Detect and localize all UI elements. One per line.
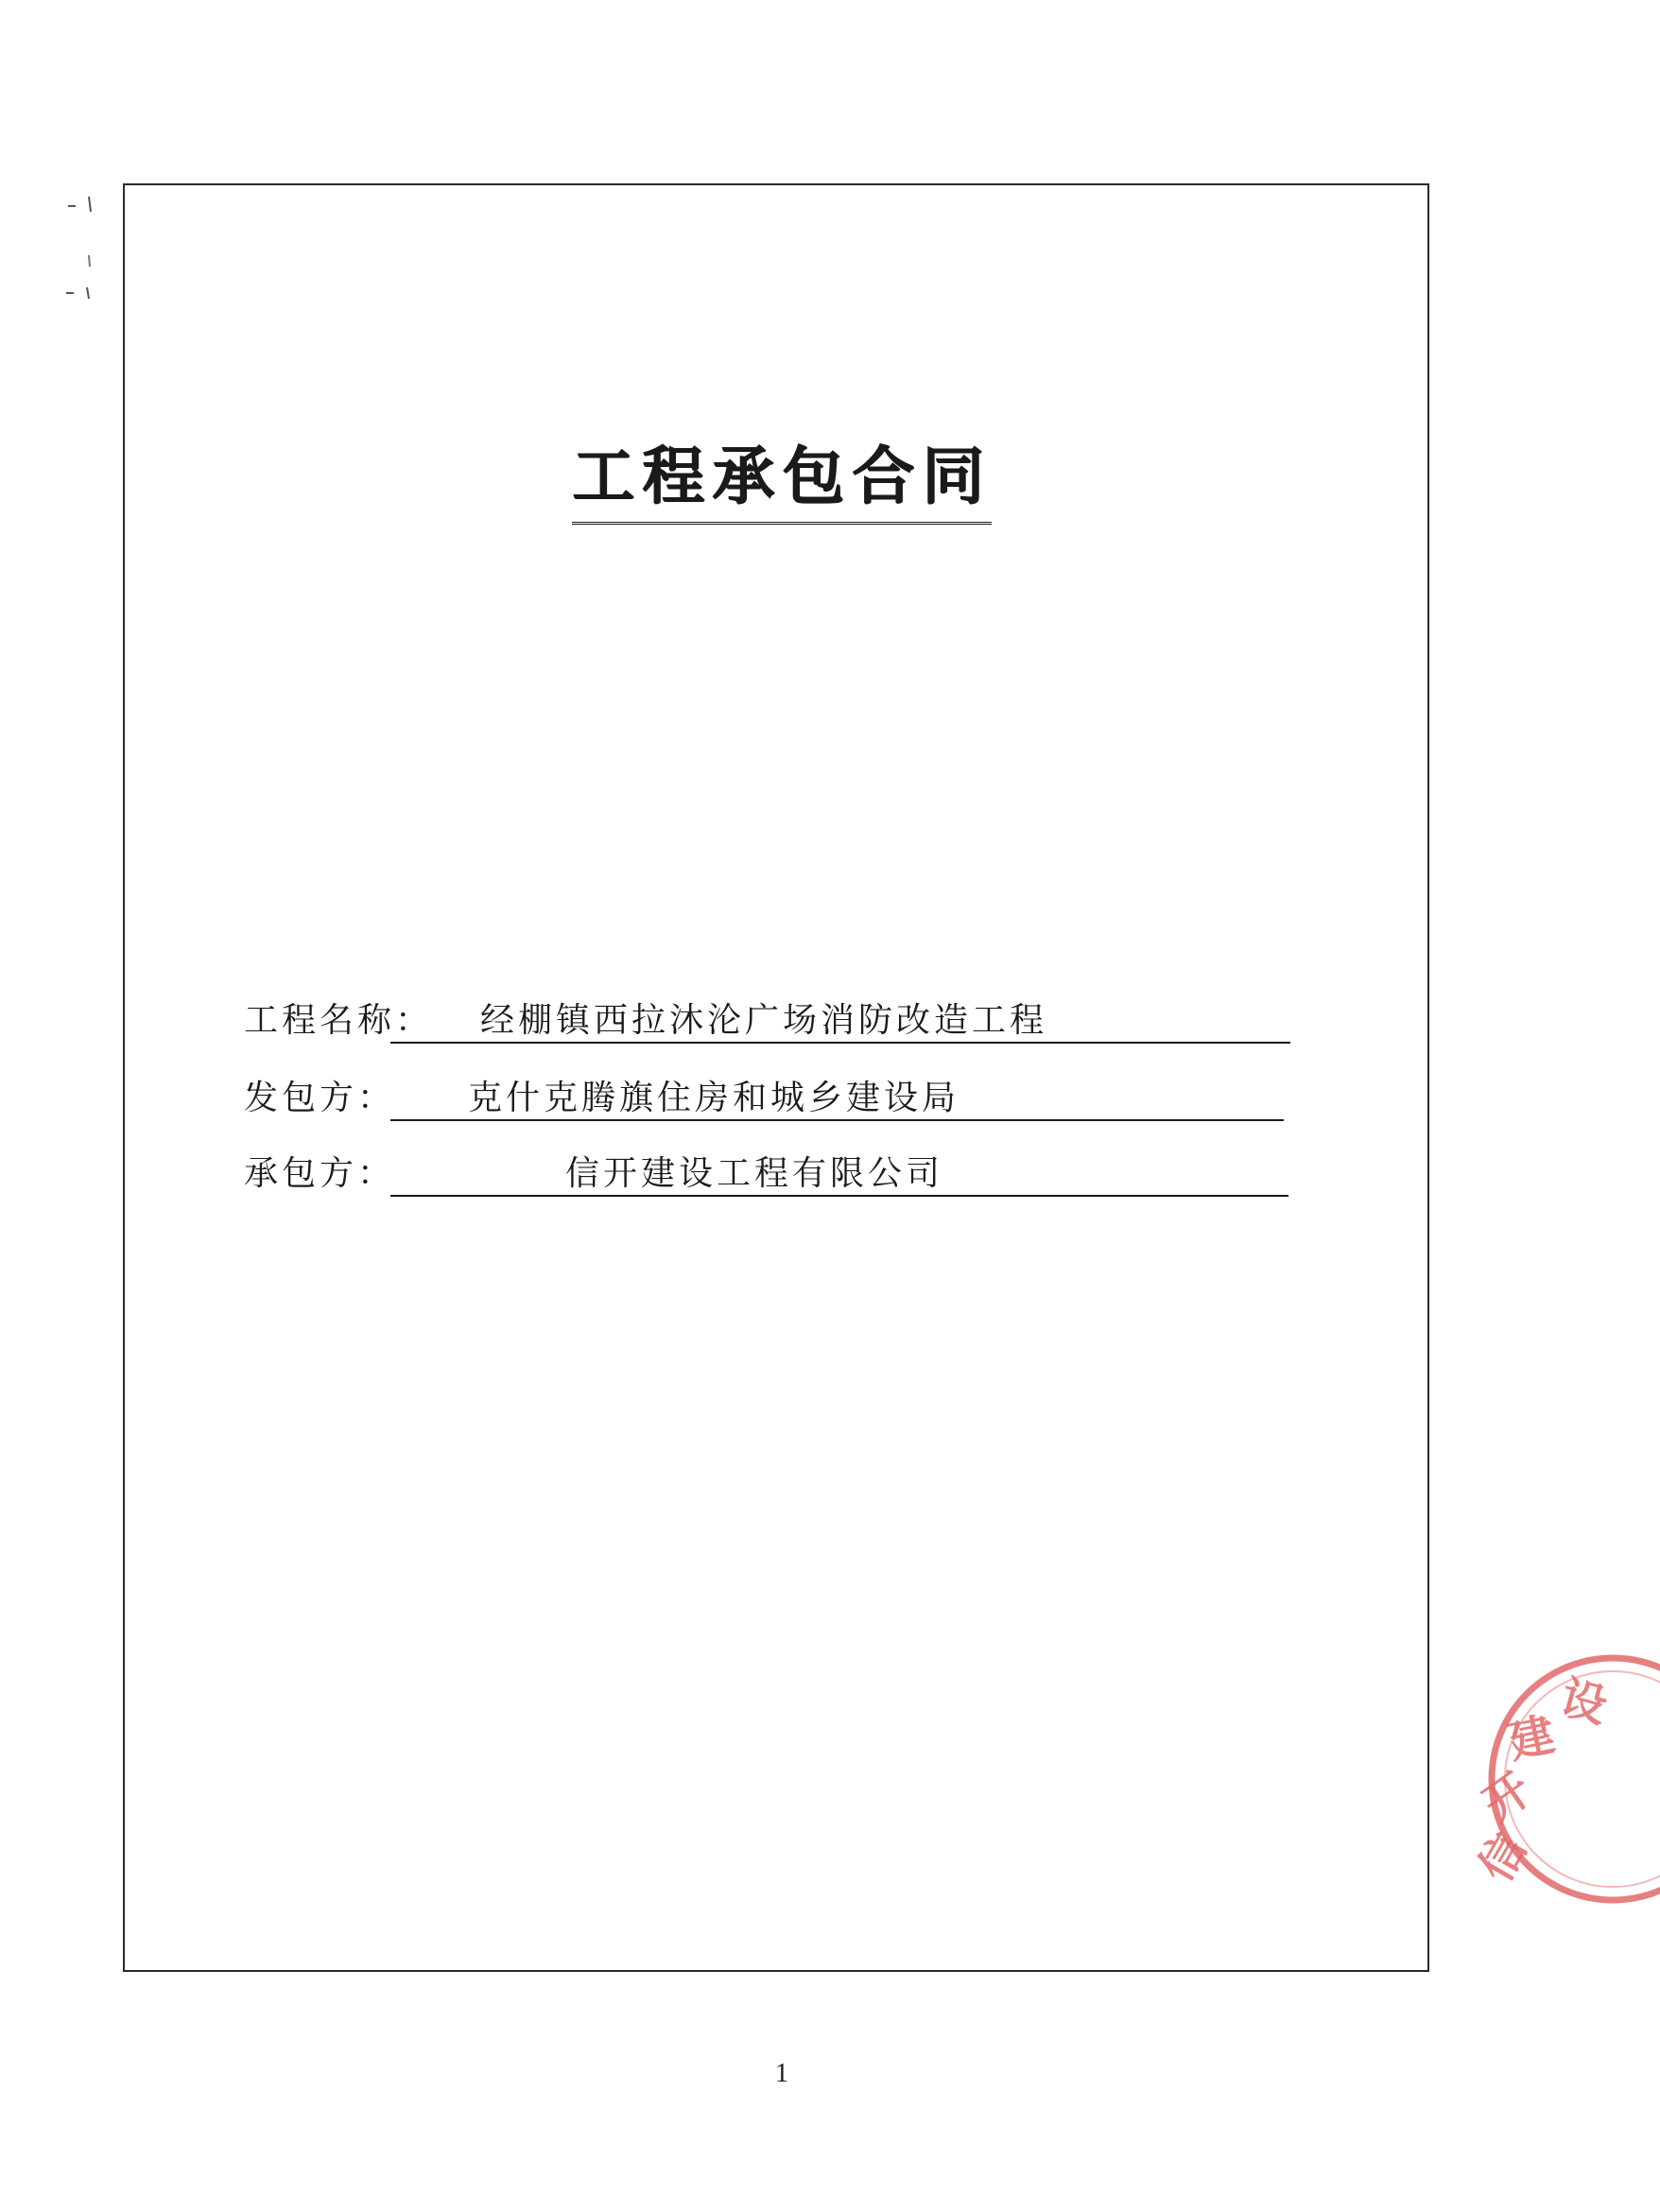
page-number: 1 — [775, 2059, 788, 2088]
seal-graphic — [1468, 1637, 1660, 1921]
svg-text:信: 信 — [1468, 1824, 1538, 1891]
document-title-text: 工程承包合同 — [572, 433, 992, 525]
field-contractor-value: 信开建设工程有限公司 — [565, 1154, 944, 1193]
field-project-name-label: 工程名称： — [244, 1001, 434, 1040]
svg-text:开: 开 — [1473, 1762, 1542, 1832]
svg-text:建: 建 — [1503, 1707, 1560, 1770]
svg-text:设: 设 — [1554, 1670, 1613, 1735]
document-title — [0, 433, 1564, 525]
field-employer-value: 克什克腾旗住房和城乡建设局 — [468, 1079, 960, 1117]
field-contractor-label: 承包方： — [244, 1154, 396, 1193]
company-seal-stamp — [1468, 1637, 1660, 1921]
scan-margin-marks — [62, 189, 100, 302]
field-project-name-value: 经棚镇西拉沐沦广场消防改造工程 — [480, 1001, 1048, 1040]
field-employer-label: 发包方： — [244, 1079, 396, 1117]
